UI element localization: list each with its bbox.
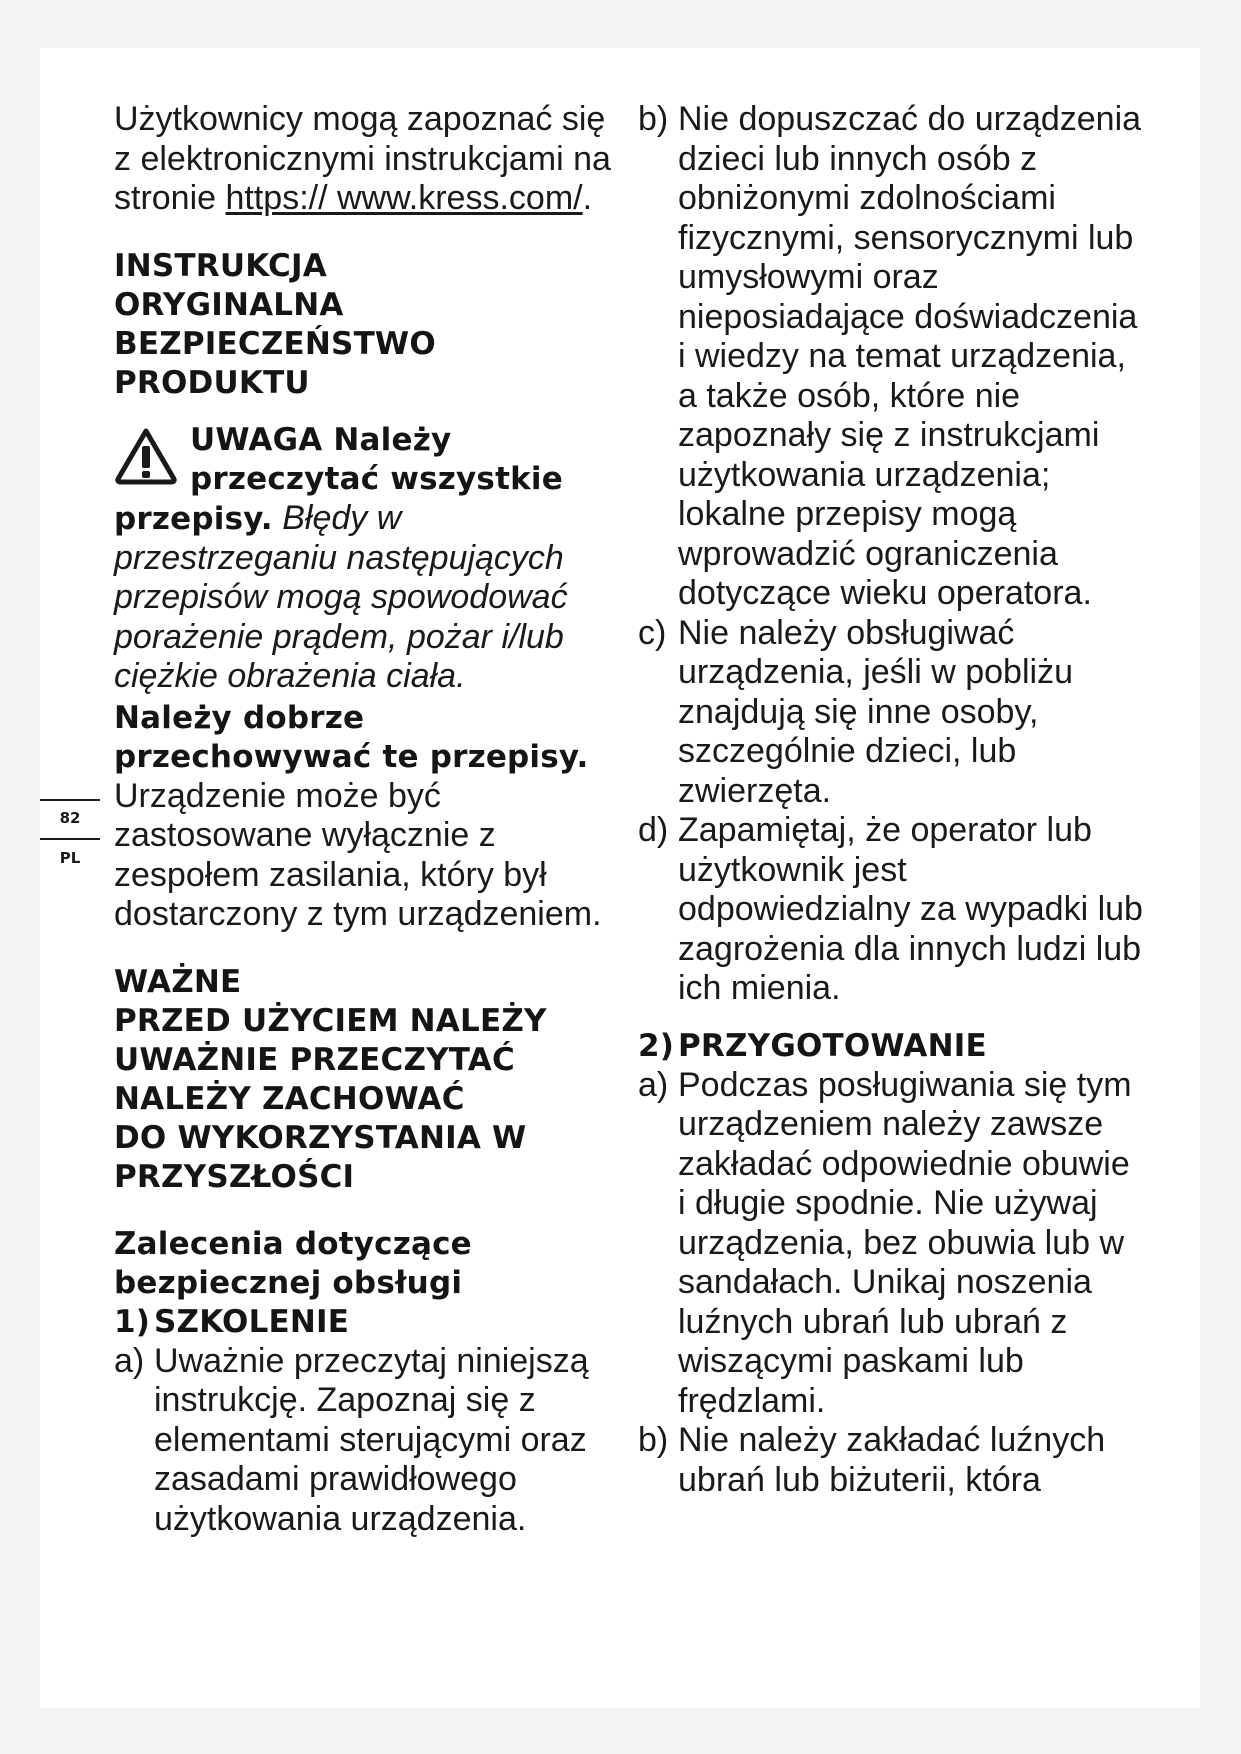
warning-block (114, 421, 614, 499)
safety-recommendations-heading (114, 1225, 614, 1303)
warning-text: Błędy w przestrzeganiu następujących przepisów mogą spowodować porażenie prądem, pożar i/lub ciężkie obrażenia ciała. (114, 498, 568, 695)
section-1-heading (114, 1303, 614, 1342)
heading-line: NALEŻY ZACHOWAĆ (114, 1080, 465, 1117)
item-text: Nie dopuszczać do urządzenia dzieci lub innych osób z obniżonymi zdolnościami fizycznymi, sensorycznymi lub umysłowymi oraz nieposiadające doświadczenia i wiedzy na temat urządzenia, a także osób, które nie zapoznały się z instrukcjami użytkowania urządzenia; lokalne przepisy mogą wprowadzić ograniczenia dotyczące wieku operatora. (678, 100, 1142, 612)
heading-line: ORYGINALNA (114, 286, 344, 323)
item-text: Uważnie przeczytaj niniejszą instrukcję. Zapoznaj się z elementami sterującymi oraz zasadami prawidłowego użytkowania urządzenia. (154, 1341, 589, 1538)
intro-text: Użytkownicy mogą zapoznać się z elektronicznymi instrukcjami na stronie (114, 100, 611, 217)
section-number: 2) (638, 1027, 675, 1064)
power-supply-note: Urządzenie może być zastosowane wyłącznie z zespołem zasilania, który był dostarczony z tym urządzeniem. (114, 776, 602, 933)
item-text: Podczas posługiwania się tym urządzeniem należy zawsze zakładać odpowiednie obuwie i długie spodnie. Nie używaj urządzenia, bez obuwia lub w sandałach. Unikaj noszenia luźnych ubrań lub ubrań z wiszącymi paskami lub frędzlami. (678, 1065, 1132, 1420)
heading-line: UWAŻNIE PRZECZYTAĆ (114, 1041, 515, 1078)
intro-end: . (582, 179, 593, 217)
important-heading (114, 963, 614, 1197)
heading-line: bezpiecznej obsługi (114, 1264, 463, 1301)
heading-line: PRODUKTU (114, 364, 310, 401)
left-column (114, 100, 614, 1539)
heading-line: PRZED UŻYCIEM NALEŻY (114, 1002, 547, 1039)
item-text: Nie należy zakładać luźnych ubrań lub biżuterii, która (678, 1421, 1106, 1499)
section-title: PRZYGOTOWANIE (678, 1027, 987, 1064)
heading-line: DO WYKORZYSTANIA W (114, 1119, 527, 1156)
kress-website-link[interactable]: https:// www.kress.com/ (225, 179, 583, 217)
warning-heading: UWAGA Należy przeczytać wszystkie (190, 421, 563, 497)
heading-line: Zalecenia dotyczące (114, 1225, 472, 1262)
item-label: c) (638, 613, 667, 652)
intro-paragraph (114, 100, 614, 219)
section-title: SZKOLENIE (154, 1303, 350, 1340)
keep-instructions-note: Należy dobrze przechowywać te przepisy. (114, 699, 589, 775)
list-item (638, 100, 1143, 614)
item-text: Nie należy obsługiwać urządzenia, jeśli w pobliżu znajdują się inne osoby, szczególnie dzieci, lub zwierzęta. (678, 613, 1073, 810)
margin-rule-bottom (40, 838, 100, 840)
section-number: 1) (114, 1303, 151, 1340)
item-label: b) (638, 100, 669, 138)
warning-paragraph (114, 499, 614, 697)
list-item (638, 614, 1143, 812)
list-item (638, 811, 1143, 1009)
warning-triangle-icon (114, 427, 178, 485)
heading-line: INSTRUKCJA (114, 247, 327, 284)
list-item (114, 1342, 614, 1540)
item-label: d) (638, 811, 669, 849)
item-label: b) (638, 1421, 669, 1459)
language-code: PL (59, 849, 81, 867)
list-item (638, 1066, 1143, 1422)
page-number: 82 (59, 809, 81, 827)
item-label: a) (114, 1341, 145, 1380)
item-text: Zapamiętaj, że operator lub użytkownik jest odpowiedzialny za wypadki lub zagrożenia dla innych ludzi lub ich mienia. (678, 811, 1143, 1007)
right-column (638, 100, 1143, 1500)
list-item (638, 1421, 1143, 1500)
heading-line: PRZYSZŁOŚCI (114, 1158, 355, 1195)
section-2-heading (638, 1027, 1143, 1066)
margin-rule-top (40, 799, 100, 801)
heading-line: BEZPIECZEŃSTWO (114, 325, 436, 362)
warning-heading-end: przepisy. (114, 500, 273, 537)
heading-line: WAŻNE (114, 963, 242, 1000)
item-label: a) (638, 1065, 669, 1104)
original-instructions-heading (114, 247, 614, 403)
